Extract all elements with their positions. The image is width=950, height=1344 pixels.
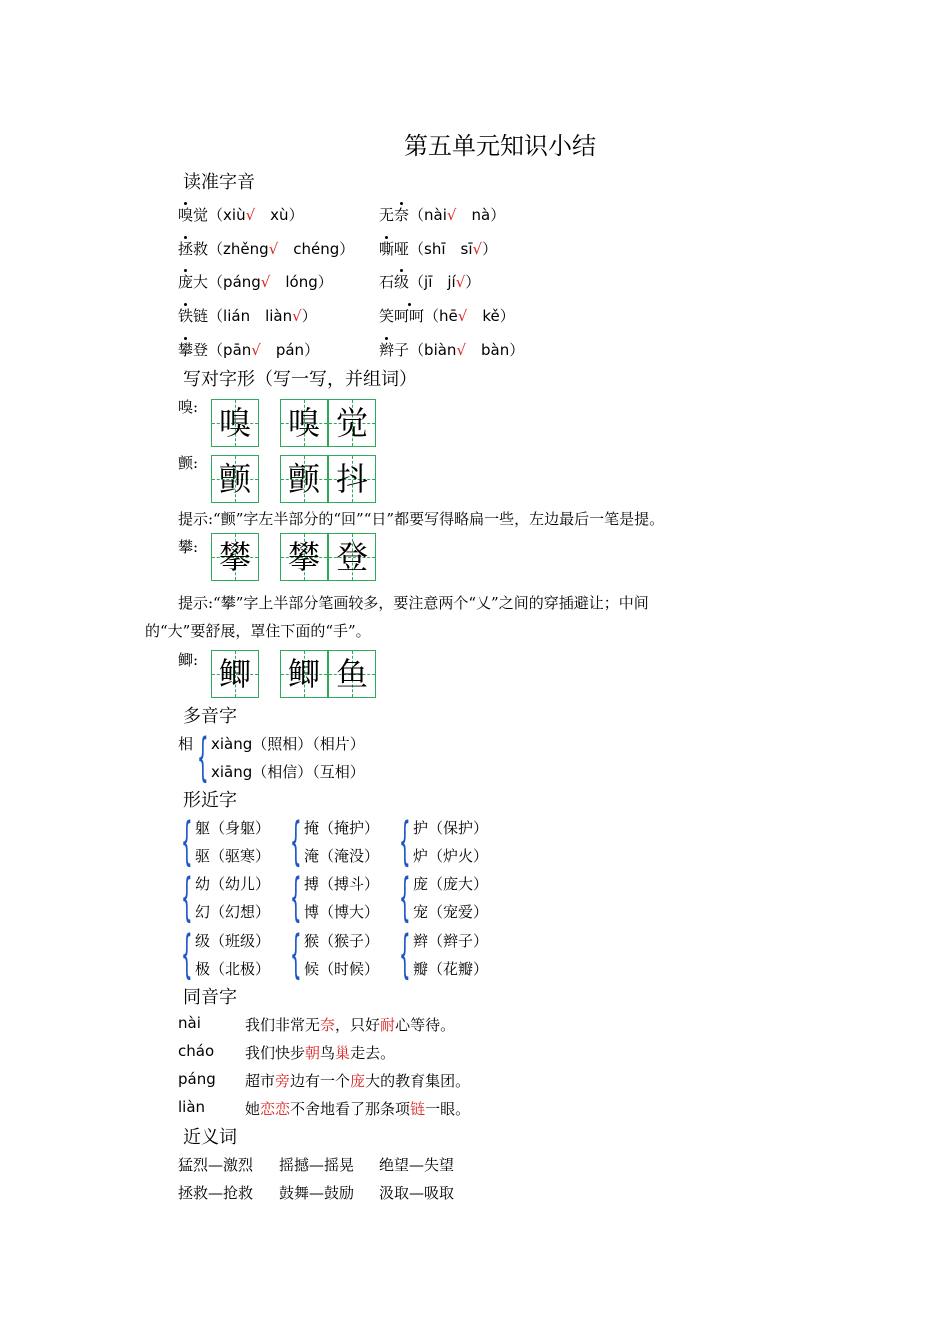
pinyin-option: páng [223,273,261,291]
similar-char: 幻（幻想） [195,903,271,921]
pronunciation-item [178,204,304,225]
check-icon: √ [456,341,466,359]
paren: ） [490,206,506,224]
sentence-text: ，只好 [335,1016,381,1034]
sentence-text: 她 [245,1100,261,1118]
page-title: 第五单元知识小结 [404,132,596,160]
similar-char: 护（保护） [413,819,489,837]
check-icon: √ [268,240,279,258]
section-homophone: 同音字 [183,987,237,1008]
pronunciation-item [379,204,505,225]
word-char: 链 [193,307,209,325]
highlight-char: 奈 [320,1016,336,1034]
word-char: 子 [394,341,410,359]
check-icon: √ [455,273,466,291]
pronunciation-item [379,339,524,360]
synonym-pair: 猛烈—激烈 [178,1156,254,1174]
pinyin-option: sī [460,240,473,258]
brace-icon: { [399,812,411,872]
pronunciation-item [178,271,333,292]
paren: （ [409,341,425,359]
sentence-text: 心等待。 [395,1016,456,1034]
grid-box: 嗅 [211,399,259,447]
polyphone-line: xiàng（照相）（相片） [211,735,365,753]
sentence-text: 边有一个 [290,1072,351,1090]
similar-char: 极（北极） [195,960,271,978]
word-char: 笑 [379,307,395,325]
pinyin-option: shī [424,240,446,258]
homophone-pinyin: cháo [178,1042,215,1060]
similar-char: 驱（驱寒） [195,847,271,865]
brace-icon: { [197,728,209,788]
pronunciation-item [178,305,317,326]
synonym-pair: 鼓舞—鼓励 [279,1184,355,1202]
pinyin-option: jí [447,273,456,291]
paren: ） [304,341,320,359]
word-char: 登 [193,341,209,359]
highlight-char: 朝 [305,1044,321,1062]
paren: （ [409,273,425,291]
paren: ） [339,240,355,258]
sentence-text: 不舍地看了那条项 [290,1100,411,1118]
homophone-sentence [245,1098,470,1119]
brace-icon: { [290,925,302,985]
tip-pan-line2: 的“大”要舒展，罩住下面的“手”。 [145,622,371,640]
grid-box: 颤 [211,455,259,503]
word-char: 拯 [178,240,194,258]
grid-box: 嗅 [280,399,328,447]
highlight-char: 庞 [350,1072,366,1090]
paren: ） [509,341,525,359]
paren: ） [288,206,304,224]
check-icon: √ [251,341,261,359]
similar-char: 搏（搏斗） [304,875,380,893]
grid-box: 觉 [328,399,376,447]
sentence-text: 超市 [245,1072,276,1090]
similar-char: 猴（猴子） [304,932,380,950]
grid-box: 鲫 [211,650,259,698]
brace-icon: { [399,868,411,928]
check-icon: √ [457,307,468,325]
word-char: 级 [394,273,410,291]
paren: ） [317,273,333,291]
similar-char: 躯（身躯） [195,819,271,837]
sentence-text: 我们快步 [245,1044,306,1062]
pinyin-option: xiù [223,206,246,224]
tip-pan-line1: 提示:“攀”字上半部分笔画较多，要注意两个“乂”之间的穿插避让；中间 [178,594,649,612]
pinyin-option: xù [270,206,289,224]
word-char: 铁 [178,307,194,325]
similar-char: 淹（淹没） [304,847,380,865]
highlight-char: 耐 [380,1016,396,1034]
pinyin-option: pān [223,341,252,359]
word-char: 大 [193,273,209,291]
paren: （ [208,206,224,224]
highlight-char: 旁 [275,1072,291,1090]
synonym-pair: 摇撼—摇晃 [279,1156,355,1174]
sentence-text: 鸟 [320,1044,336,1062]
paren: ） [499,307,515,325]
paren: （ [208,240,224,258]
similar-char: 庞（庞大） [413,875,489,893]
section-similar: 形近字 [183,790,237,811]
word-char: 奈 [394,206,410,224]
paren: ） [301,307,317,325]
synonym-pair: 拯救—抢救 [178,1184,254,1202]
paren: （ [208,307,224,325]
paren: ） [465,273,481,291]
grid-box: 鱼 [328,650,376,698]
similar-char: 博（博大） [304,903,380,921]
pronunciation-item [379,305,515,326]
highlight-char: 链 [410,1100,426,1118]
section-pronunciation: 读准字音 [183,172,255,193]
writing-label-ji: 鲫: [178,651,199,669]
word-char: 庞 [178,273,194,291]
homophone-sentence [245,1042,395,1063]
similar-char: 辫（辫子） [413,932,489,950]
pinyin-option: chéng [293,240,340,258]
sentence-text: 一眼。 [425,1100,471,1118]
highlight-char: 恋恋 [260,1100,291,1118]
paren: （ [208,273,224,291]
section-synonym: 近义词 [183,1127,237,1148]
check-icon: √ [245,206,256,224]
check-icon: √ [292,307,302,325]
pinyin-option: liàn [265,307,293,325]
homophone-pinyin: páng [178,1070,216,1088]
word-char: 辫 [379,341,395,359]
pinyin-option: kě [482,307,500,325]
pinyin-option: biàn [424,341,457,359]
word-char: 哑 [394,240,410,258]
pinyin-option: bàn [481,341,510,359]
grid-box: 攀 [280,533,328,581]
writing-label-pan: 攀: [178,538,199,556]
paren: ） [482,240,498,258]
grid-box: 攀 [211,533,259,581]
synonym-pair: 绝望—失望 [379,1156,455,1174]
paren: （ [409,240,425,258]
brace-icon: { [181,812,193,872]
pinyin-option: hē [439,307,458,325]
homophone-sentence [245,1070,470,1091]
brace-icon: { [290,868,302,928]
pinyin-option: nà [471,206,491,224]
similar-char: 幼（幼儿） [195,875,271,893]
polyphone-char: 相 [178,735,194,753]
pinyin-option: nài [424,206,447,224]
word-char: 呵呵 [394,307,425,325]
polyphone-line: xiāng（相信）（互相） [211,763,365,781]
paren: （ [208,341,224,359]
brace-icon: { [181,925,193,985]
homophone-pinyin: liàn [178,1098,206,1116]
word-char: 石 [379,273,395,291]
similar-char: 级（班级） [195,932,271,950]
pinyin-option: zhěng [223,240,269,258]
highlight-char: 巢 [335,1044,351,1062]
word-char: 救 [193,240,209,258]
pinyin-option: jī [424,273,433,291]
paren: （ [424,307,440,325]
similar-char: 炉（炉火） [413,847,489,865]
grid-box: 抖 [328,455,376,503]
homophone-sentence [245,1014,455,1035]
synonym-pair: 汲取—吸取 [379,1184,455,1202]
pinyin-option: lóng [285,273,318,291]
brace-icon: { [290,812,302,872]
pronunciation-item [178,238,354,259]
homophone-pinyin: nài [178,1014,201,1032]
pronunciation-item [379,238,497,259]
grid-box: 颤 [280,455,328,503]
word-char: 觉 [193,206,209,224]
similar-char: 候（时候） [304,960,380,978]
word-char: 嗅 [178,206,194,224]
sentence-text: 我们非常无 [245,1016,321,1034]
similar-char: 掩（掩护） [304,819,380,837]
pinyin-option: lián [223,307,251,325]
pinyin-option: pán [275,341,305,359]
writing-label-xiu: 嗅: [178,398,199,416]
grid-box: 登 [328,533,376,581]
word-char: 嘶 [379,240,395,258]
sentence-text: 大的教育集团。 [365,1072,471,1090]
word-char: 无 [379,206,395,224]
pronunciation-item [379,271,480,292]
brace-icon: { [181,868,193,928]
check-icon: √ [446,206,457,224]
similar-char: 瓣（花瓣） [413,960,489,978]
similar-char: 宠（宠爱） [413,903,489,921]
brace-icon: { [399,925,411,985]
tip-chan: 提示:“颤”字左半部分的“回”“日”都要写得略扁一些，左边最后一笔是提。 [178,510,665,528]
check-icon: √ [472,240,483,258]
grid-box: 鲫 [280,650,328,698]
paren: （ [409,206,425,224]
section-writing: 写对字形（写一写，并组词） [183,369,417,390]
word-char: 攀 [178,341,194,359]
writing-label-chan: 颤: [178,454,199,472]
section-polyphone: 多音字 [183,706,237,727]
check-icon: √ [260,273,271,291]
sentence-text: 走去。 [350,1044,396,1062]
pronunciation-item [178,339,319,360]
